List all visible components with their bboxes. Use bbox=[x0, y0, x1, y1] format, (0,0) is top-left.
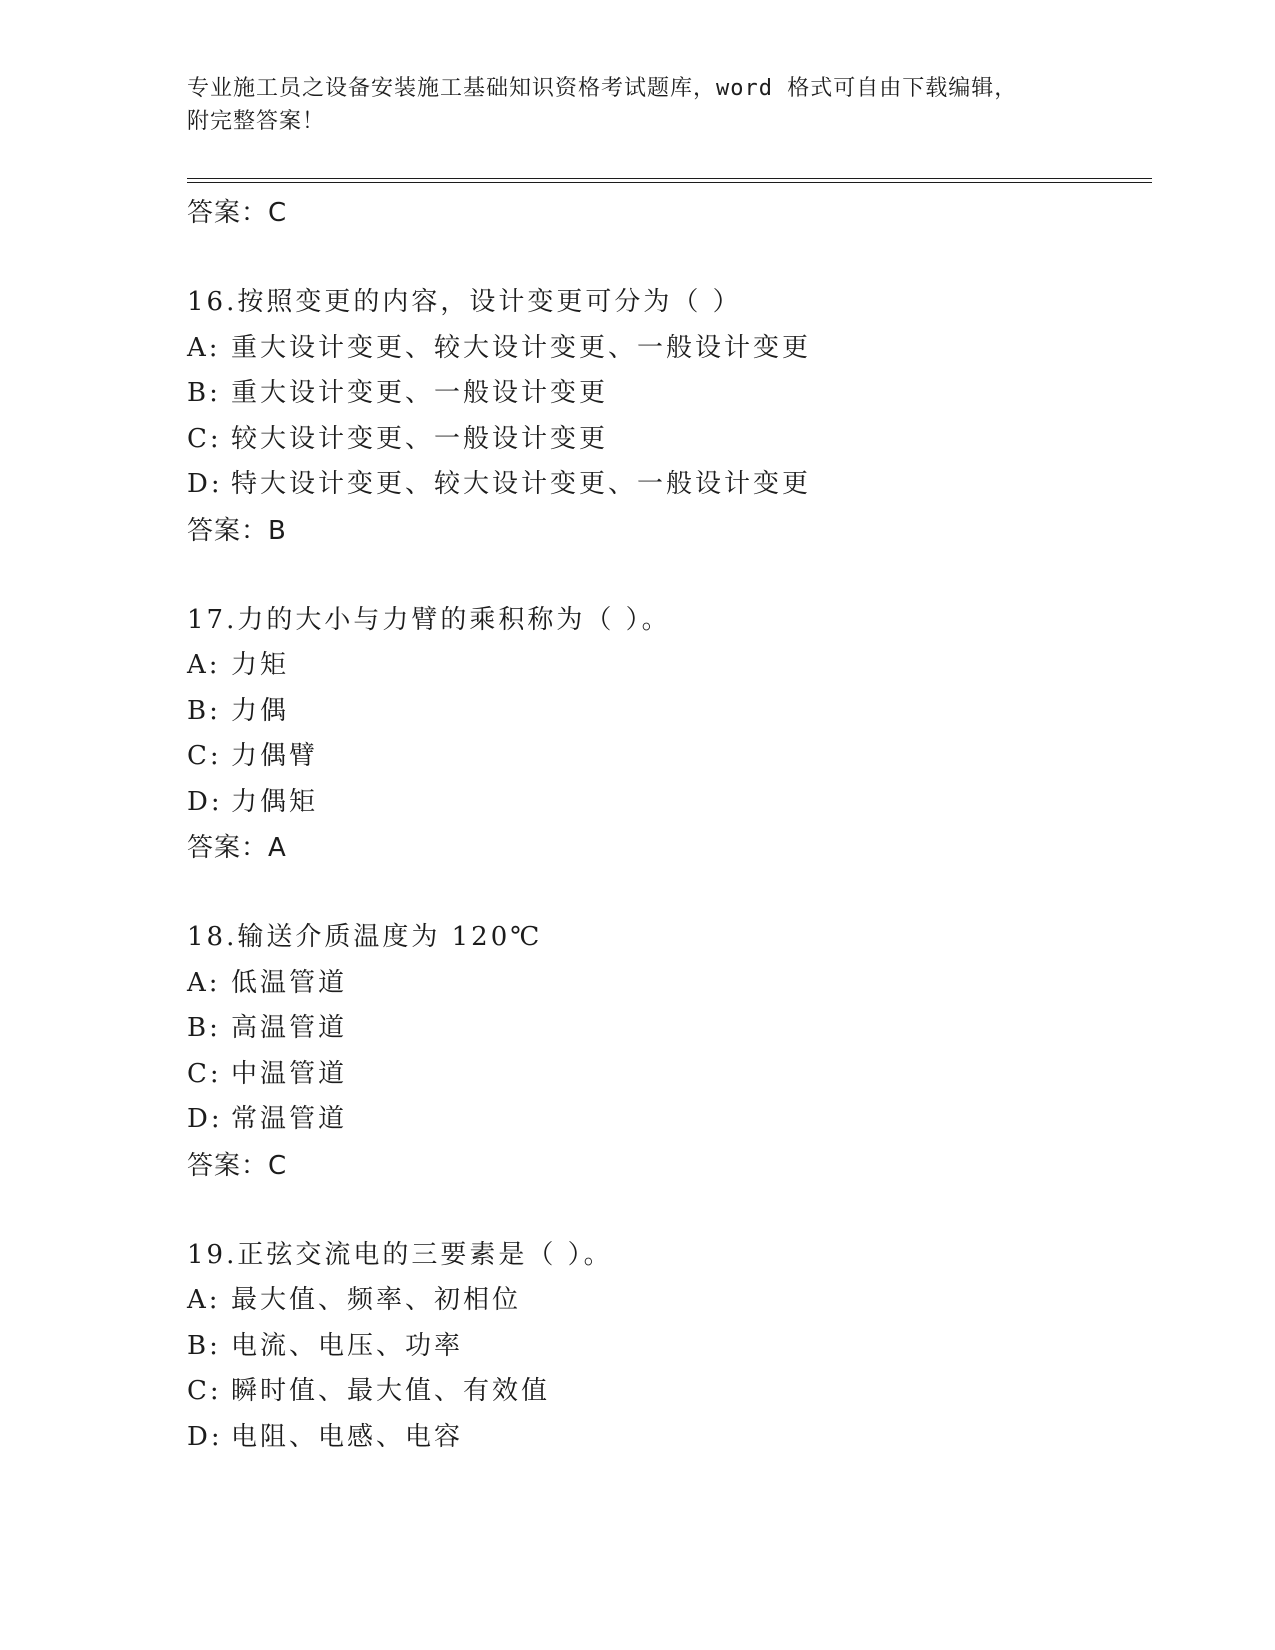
question-16 bbox=[187, 280, 1152, 554]
option-text: 力矩 bbox=[231, 650, 290, 680]
question-title: 17.力的大小与力臂的乘积称为（ ）。 bbox=[187, 604, 671, 635]
option-text: 常温管道 bbox=[231, 1104, 348, 1134]
question-19 bbox=[187, 1233, 1152, 1461]
option-letter: D: bbox=[187, 1421, 223, 1452]
question-18 bbox=[187, 915, 1152, 1189]
header-rule-bottom bbox=[187, 182, 1152, 183]
option-d bbox=[187, 1097, 1152, 1143]
option-text: 较大设计变更、一般设计变更 bbox=[231, 423, 609, 454]
question-title: 18.输送介质温度为 120℃ bbox=[187, 922, 543, 952]
option-a bbox=[187, 326, 1152, 372]
option-text: 重大设计变更、一般设计变更 bbox=[231, 378, 609, 408]
answer-line: 答案：B bbox=[187, 515, 287, 546]
page-header bbox=[187, 72, 1067, 138]
option-letter: B: bbox=[187, 378, 221, 408]
option-a bbox=[187, 1278, 1152, 1324]
option-text: 重大设计变更、较大设计变更、一般设计变更 bbox=[231, 332, 812, 363]
option-b bbox=[187, 1006, 1152, 1052]
option-letter: B: bbox=[187, 695, 221, 726]
option-b bbox=[187, 371, 1152, 417]
header-rule-top bbox=[187, 178, 1152, 179]
question-title: 19.正弦交流电的三要素是（ ）。 bbox=[187, 1239, 613, 1270]
question-17 bbox=[187, 598, 1152, 872]
option-text: 电阻、电感、电容 bbox=[231, 1421, 464, 1452]
option-letter: B: bbox=[187, 1013, 221, 1043]
option-letter: A: bbox=[187, 967, 221, 998]
option-letter: C: bbox=[187, 741, 222, 771]
option-letter: C: bbox=[187, 423, 222, 454]
header-line-2: 附完整答案！ bbox=[187, 109, 326, 134]
option-letter: A: bbox=[187, 1285, 221, 1315]
option-letter: A: bbox=[187, 332, 221, 363]
option-c bbox=[187, 1369, 1152, 1415]
option-b bbox=[187, 689, 1152, 735]
previous-answer: 答案：C bbox=[187, 198, 288, 228]
option-letter: D: bbox=[187, 786, 223, 817]
option-letter: B: bbox=[187, 1330, 221, 1361]
option-letter: C: bbox=[187, 1376, 222, 1406]
question-title: 16.按照变更的内容，设计变更可分为（ ） bbox=[187, 287, 742, 317]
option-c bbox=[187, 1052, 1152, 1098]
option-text: 力偶 bbox=[231, 695, 290, 726]
option-text: 特大设计变更、较大设计变更、一般设计变更 bbox=[231, 469, 812, 499]
option-c bbox=[187, 734, 1152, 780]
option-text: 力偶矩 bbox=[231, 786, 319, 817]
option-text: 低温管道 bbox=[231, 967, 348, 998]
option-text: 力偶臂 bbox=[231, 741, 319, 771]
option-letter: D: bbox=[187, 469, 223, 499]
header-line-1: 专业施工员之设备安装施工基础知识资格考试题库，word 格式可自由下载编辑， bbox=[187, 76, 1018, 101]
option-letter: D: bbox=[187, 1104, 223, 1134]
option-a bbox=[187, 961, 1152, 1007]
option-text: 高温管道 bbox=[231, 1013, 348, 1043]
question-list bbox=[187, 190, 1152, 1460]
option-d bbox=[187, 1415, 1152, 1461]
option-letter: A: bbox=[187, 650, 221, 680]
option-d bbox=[187, 462, 1152, 508]
answer-line: 答案：A bbox=[187, 833, 287, 863]
option-letter: C: bbox=[187, 1058, 222, 1089]
option-a bbox=[187, 643, 1152, 689]
option-text: 中温管道 bbox=[231, 1058, 348, 1089]
answer-line: 答案：C bbox=[187, 1150, 288, 1181]
option-b bbox=[187, 1324, 1152, 1370]
option-text: 瞬时值、最大值、有效值 bbox=[231, 1376, 551, 1406]
option-text: 电流、电压、功率 bbox=[231, 1330, 464, 1361]
option-c bbox=[187, 417, 1152, 463]
option-text: 最大值、频率、初相位 bbox=[231, 1285, 522, 1315]
option-d bbox=[187, 780, 1152, 826]
